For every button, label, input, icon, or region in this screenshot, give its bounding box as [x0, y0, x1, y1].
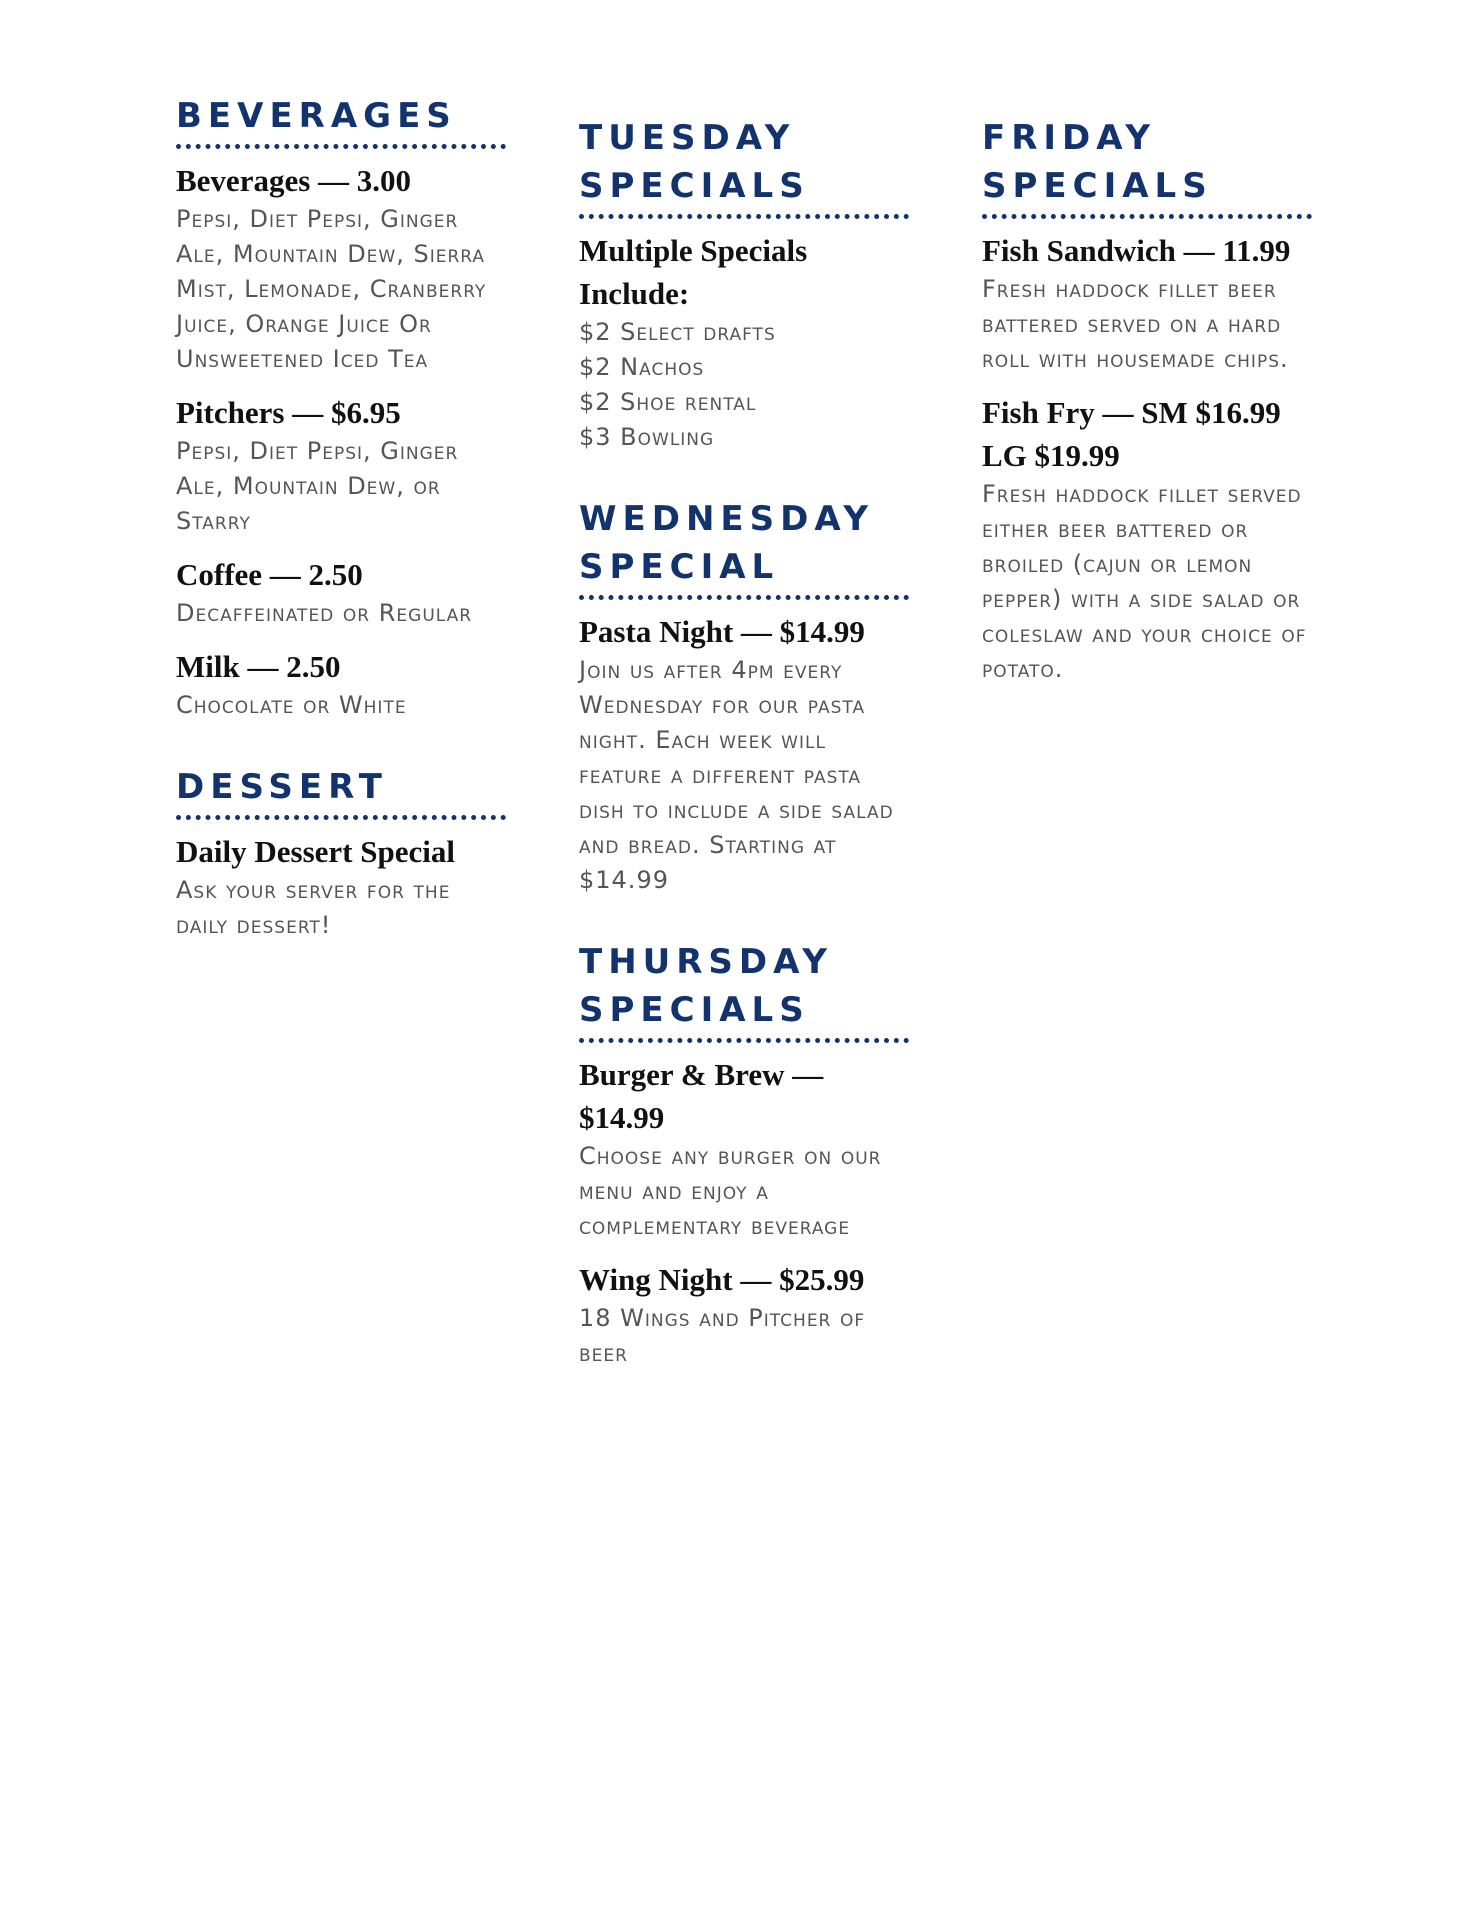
menu-item [982, 391, 1312, 687]
menu-item [176, 391, 506, 539]
menu-column-middle [579, 114, 909, 1411]
section-wednesday [579, 495, 909, 898]
special-line: $3 Bowling [579, 423, 715, 451]
item-name: Fish Fry — SM $16.99 LG $19.99 [982, 395, 1281, 473]
menu-item [176, 159, 506, 377]
item-description: Join us after 4pm every Wednesday for our pasta night. Each week will feature a different pasta dish to include a side salad and bread. Starting at $14.99 [579, 656, 894, 894]
item-name: Daily Dessert Special [176, 834, 455, 869]
menu-item [579, 1258, 909, 1371]
menu-item [176, 830, 506, 943]
section-dessert [176, 763, 506, 943]
menu-item [579, 1053, 909, 1244]
item-description: 18 Wings and Pitcher of beer [579, 1304, 866, 1367]
item-description: Fresh haddock fillet served either beer battered or broiled (cajun or lemon pepper) with a side salad or coleslaw and your choice of potato. [982, 480, 1307, 683]
section-title-friday: FRIDAY SPECIALS [982, 114, 1312, 219]
menu-item [176, 645, 506, 723]
section-title-dessert: DESSERT [176, 763, 506, 820]
special-line: $2 Shoe rental [579, 388, 757, 416]
item-description: Fresh haddock fillet beer battered served on a hard roll with housemade chips. [982, 275, 1289, 373]
item-description: Pepsi, Diet Pepsi, Ginger Ale, Mountain Dew, or Starry [176, 437, 459, 535]
section-title-tuesday: TUESDAY SPECIALS [579, 114, 909, 219]
menu-item [579, 229, 909, 455]
menu-item [176, 553, 506, 631]
item-name: Fish Sandwich — 11.99 [982, 233, 1291, 268]
special-line: $2 Nachos [579, 353, 705, 381]
item-name: Milk — 2.50 [176, 649, 341, 684]
item-description: Chocolate or White [176, 691, 407, 719]
section-friday [982, 114, 1312, 687]
item-name: Beverages — 3.00 [176, 163, 412, 198]
menu-item [982, 229, 1312, 377]
menu-column-right [982, 114, 1312, 727]
menu-column-left [176, 92, 506, 983]
section-tuesday [579, 114, 909, 455]
section-beverages [176, 92, 506, 723]
section-thursday [579, 938, 909, 1371]
item-name: Burger & Brew — $14.99 [579, 1057, 824, 1135]
item-name: Pitchers — $6.95 [176, 395, 401, 430]
item-description: Ask your server for the daily dessert! [176, 876, 451, 939]
special-line: $2 Select drafts [579, 318, 776, 346]
section-title-wednesday: WEDNESDAY SPECIAL [579, 495, 909, 600]
item-description: Choose any burger on our menu and enjoy a complementary beverage [579, 1142, 882, 1240]
section-title-thursday: THURSDAY SPECIALS [579, 938, 909, 1043]
item-description [579, 315, 909, 455]
item-description: Pepsi, Diet Pepsi, Ginger Ale, Mountain Dew, Sierra Mist, Lemonade, Cranberry Juice, Orange Juice Or Unsweetened Iced Tea [176, 205, 487, 373]
item-name: Multiple Specials Include: [579, 233, 808, 311]
menu-item [579, 610, 909, 898]
section-title-beverages: BEVERAGES [176, 92, 506, 149]
item-name: Wing Night — $25.99 [579, 1262, 865, 1297]
item-name: Pasta Night — $14.99 [579, 614, 865, 649]
item-description: Decaffeinated or Regular [176, 599, 473, 627]
item-name: Coffee — 2.50 [176, 557, 363, 592]
